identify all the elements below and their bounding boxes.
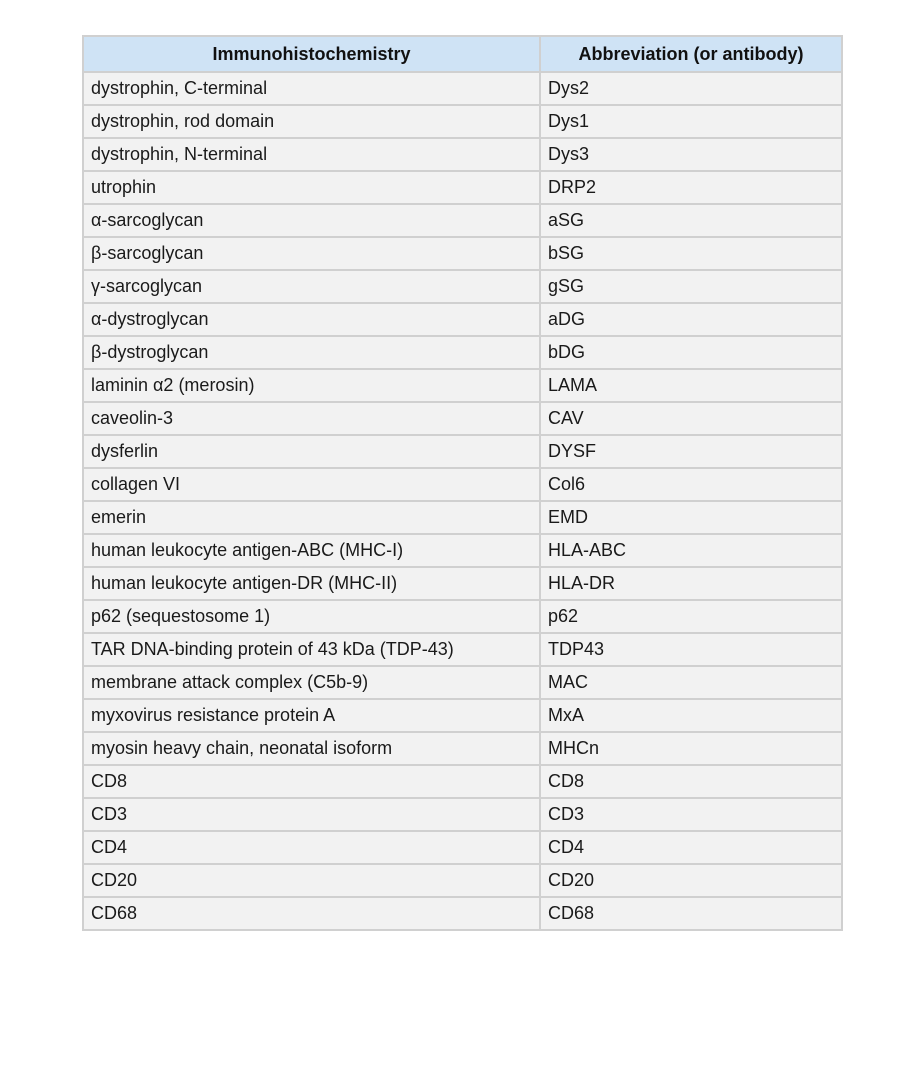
table-row — [83, 633, 842, 666]
table-row — [83, 831, 842, 864]
cell-abbreviation: bSG — [540, 237, 842, 270]
cell-immunohistochemistry: dystrophin, C-terminal — [83, 72, 540, 105]
cell-abbreviation: gSG — [540, 270, 842, 303]
cell-immunohistochemistry: α-dystroglycan — [83, 303, 540, 336]
table-row — [83, 534, 842, 567]
table-row — [83, 600, 842, 633]
cell-abbreviation: p62 — [540, 600, 842, 633]
table-row — [83, 897, 842, 930]
cell-abbreviation: CD20 — [540, 864, 842, 897]
cell-immunohistochemistry: utrophin — [83, 171, 540, 204]
cell-immunohistochemistry: CD20 — [83, 864, 540, 897]
cell-abbreviation: CD4 — [540, 831, 842, 864]
cell-immunohistochemistry: p62 (sequestosome 1) — [83, 600, 540, 633]
cell-abbreviation: MAC — [540, 666, 842, 699]
cell-abbreviation: bDG — [540, 336, 842, 369]
cell-immunohistochemistry: TAR DNA-binding protein of 43 kDa (TDP-43) — [83, 633, 540, 666]
cell-abbreviation: MHCn — [540, 732, 842, 765]
cell-abbreviation: CD68 — [540, 897, 842, 930]
cell-abbreviation: MxA — [540, 699, 842, 732]
cell-immunohistochemistry: CD3 — [83, 798, 540, 831]
table-row — [83, 402, 842, 435]
table-row — [83, 798, 842, 831]
cell-immunohistochemistry: γ-sarcoglycan — [83, 270, 540, 303]
table-header-row — [83, 36, 842, 72]
column-header-abbreviation: Abbreviation (or antibody) — [540, 36, 842, 72]
cell-abbreviation: HLA-DR — [540, 567, 842, 600]
cell-abbreviation: EMD — [540, 501, 842, 534]
table-row — [83, 732, 842, 765]
cell-immunohistochemistry: emerin — [83, 501, 540, 534]
cell-immunohistochemistry: dysferlin — [83, 435, 540, 468]
cell-immunohistochemistry: dystrophin, rod domain — [83, 105, 540, 138]
table-row — [83, 666, 842, 699]
cell-immunohistochemistry: myxovirus resistance protein A — [83, 699, 540, 732]
table-row — [83, 72, 842, 105]
cell-immunohistochemistry: β-sarcoglycan — [83, 237, 540, 270]
cell-abbreviation: DRP2 — [540, 171, 842, 204]
table-row — [83, 468, 842, 501]
table-row — [83, 765, 842, 798]
cell-immunohistochemistry: caveolin-3 — [83, 402, 540, 435]
table-row — [83, 237, 842, 270]
cell-immunohistochemistry: human leukocyte antigen-DR (MHC-II) — [83, 567, 540, 600]
cell-abbreviation: LAMA — [540, 369, 842, 402]
table-row — [83, 864, 842, 897]
column-header-immunohistochemistry: Immunohistochemistry — [83, 36, 540, 72]
table-row — [83, 501, 842, 534]
table-row — [83, 336, 842, 369]
table-row — [83, 303, 842, 336]
cell-abbreviation: Col6 — [540, 468, 842, 501]
cell-abbreviation: CD3 — [540, 798, 842, 831]
cell-abbreviation: Dys1 — [540, 105, 842, 138]
cell-immunohistochemistry: laminin α2 (merosin) — [83, 369, 540, 402]
table-row — [83, 204, 842, 237]
cell-abbreviation: Dys3 — [540, 138, 842, 171]
cell-immunohistochemistry: α-sarcoglycan — [83, 204, 540, 237]
table-body — [83, 72, 842, 930]
cell-abbreviation: TDP43 — [540, 633, 842, 666]
table-row — [83, 435, 842, 468]
table-row — [83, 105, 842, 138]
cell-immunohistochemistry: CD4 — [83, 831, 540, 864]
cell-abbreviation: DYSF — [540, 435, 842, 468]
table-row — [83, 369, 842, 402]
cell-immunohistochemistry: β-dystroglycan — [83, 336, 540, 369]
cell-immunohistochemistry: CD8 — [83, 765, 540, 798]
table-row — [83, 270, 842, 303]
cell-abbreviation: aDG — [540, 303, 842, 336]
table-row — [83, 138, 842, 171]
cell-abbreviation: HLA-ABC — [540, 534, 842, 567]
cell-abbreviation: aSG — [540, 204, 842, 237]
cell-abbreviation: CD8 — [540, 765, 842, 798]
cell-immunohistochemistry: dystrophin, N-terminal — [83, 138, 540, 171]
cell-abbreviation: CAV — [540, 402, 842, 435]
table-row — [83, 699, 842, 732]
cell-abbreviation: Dys2 — [540, 72, 842, 105]
cell-immunohistochemistry: collagen VI — [83, 468, 540, 501]
cell-immunohistochemistry: myosin heavy chain, neonatal isoform — [83, 732, 540, 765]
table-row — [83, 567, 842, 600]
table-row — [83, 171, 842, 204]
cell-immunohistochemistry: CD68 — [83, 897, 540, 930]
cell-immunohistochemistry: human leukocyte antigen-ABC (MHC-I) — [83, 534, 540, 567]
cell-immunohistochemistry: membrane attack complex (C5b-9) — [83, 666, 540, 699]
ihc-table — [82, 35, 843, 931]
ihc-table-container — [82, 35, 841, 931]
